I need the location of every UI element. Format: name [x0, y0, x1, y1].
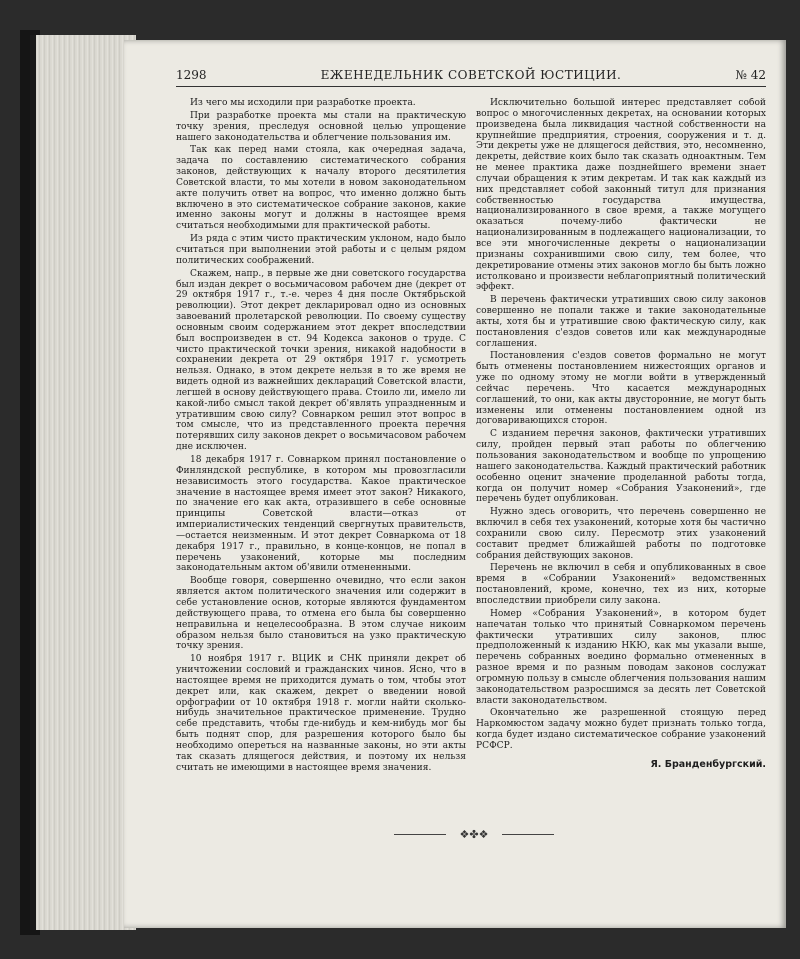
paragraph: Постановления с'ездов советов формально не могут быть отменены постановлением нижестоящих органов и уже по одному этому не могли войти в утвержденный сейчас перечень. Что касается международных соглашений, то они, как акты двусторонние, не могут быть изменены или отменены постановлением одной из договаривающихся сторон.: [476, 351, 766, 427]
paragraph: Из чего мы исходили при разработке проекта.: [190, 98, 416, 108]
book-page-edges: [30, 35, 136, 930]
issue-number: № 42: [735, 68, 766, 82]
paragraph: 10 ноября 1917 г. ВЦИК и СНК приняли декрет об уничтожении сословий и гражданских чинов. Ясно, что в настоящее время не приходится думать о том, чтобы этот декрет или, как скажем, декрет о введении новой орфографии от 10 октября 1918 г. могли найти сколько-нибудь значительное практическое применение. Трудно себе представить, чтобы где-нибудь и кем-нибудь мог бы быть поднят спор, для разрешения которого было бы необходимо опереться на названные законы, но эти акты так сказать длящегося действия, и поэтому их нельзя считать не имеющими в настоящее время значения.: [176, 654, 466, 773]
journal-title: ЕЖЕНЕДЕЛЬНИК СОВЕТСКОЙ ЮСТИЦИИ.: [320, 68, 622, 82]
paragraph: В перечень фактически утративших свою силу законов совершенно не попали также и такие законодательные акты, хотя бы и утратившие свою фактическую силу, как постановления с'ездов советов или как международные соглашения.: [476, 295, 766, 349]
page-header: [176, 68, 766, 87]
paragraph: Перечень не включил в себя и опубликованных в свое время в «Собрании Узаконений» ведомственных постановлений, кроме, конечно, тех из них, которые впоследствии приобрели силу закона.: [476, 563, 766, 606]
paragraph: Номер «Собрания Узаконений», в котором будет напечатан только что принятый Совнаркомом перечень фактически утративших силу законов, плюс предположенный к изданию НКЮ, как мы указали выше, перечень собранных воедино формально отмененных в разное время и по разным поводам законов сослужат огромную пользу в смысле облегчения пользования нашим законодательством разросшимся за десять лет Советской власти законодательством.: [476, 608, 766, 706]
author-signature: Я. Бранденбургский.: [650, 758, 766, 770]
paragraph: С изданием перечня законов, фактически утративших силу, пройден первый этап работы по облегчению пользования законодательством и вообще по упрощению нашего законодательства. Каждый практический работник особенно оценит значение проделанной работы тогда, когда он получит номер «Собрания Узаконений», где перечень будет опубликован.: [476, 429, 766, 505]
left-column: [176, 98, 466, 858]
paragraph: Скажем, напр., в первые же дни советского государства был издан декрет о восьмичасовом рабочем дне (декрет от 29 октября 1917 г., т.-е. через 4 дня после Октябрьской революции). Этот декрет декларировал одно из основных завоеваний пролетарской революции. По своему существу основным своим содержанием этот декрет впоследствии был воспроизведен в ст. 94 Кодекса законов о труде. С чисто практической точки зрения, никакой надобности в сохранении декрета от 29 октября 1917 г. усмотреть нельзя. Однако, в этом декрете нельзя в то же время не видеть одной из важнейших деклараций Советской власти, легшей в основу действующего права. Стоило ли, имело ли какой-либо смысл такой декрет об'являть упраздненным и утратившим свою силу? Совнарком решил этот вопрос в том смысле, что из представленного проекта перечня потерявших силу законов декрет о восьмичасовом рабочем дне исключен.: [176, 268, 466, 453]
paragraph: Из ряда с этим чисто практическим уклоном, надо было считаться при выполнении этой работы и с целым рядом политических соображений.: [176, 234, 466, 266]
paragraph: Вообще говоря, совершенно очевидно, что если закон является актом политического значения или содержит в себе установление основ, которые являются фундаментом действующего права, то отмена его была бы совершенно неправильна и нецелесообразна. В этом случае никоим образом нельзя было становиться на узко практическую точку зрения.: [176, 576, 466, 652]
paragraph: Исключительно большой интерес представляет собой вопрос о многочисленных декретах, на основании которых произведена была ликвидация частной собственности на крупнейшие предприятия, строения, сооружения и т. д. Эти декреты уже не длящегося действия, это, несомненно, декреты, действие коих было так сказать одноактным. Тем не менее практика даже позднейшего времени знает случаи обращения к этим декретам. И так как каждый из них представляет собой законный титул для признания собственностью государства имущества, национализированного в свое время, а также могущего оказаться почему-либо фактически не национализированным в подлежащего национализации, то все эти многочисленные декреты о национализации признаны сохранившими свою силу, тем более, что декретирование отмены этих законов могло бы быть ложно истолковано и произвести неблагоприятный политический эффект.: [476, 98, 766, 293]
paragraph: Нужно здесь оговорить, что перечень совершенно не включил в себя тех узаконений, которые хотя бы частично сохранили свою силу. Пересмотр этих узаконений составит предмет ближайшей работы по подготовке собрания действующих законов.: [476, 507, 766, 561]
paragraph: 18 декабря 1917 г. Совнарком принял постановление о Финляндской республике, в котором мы провозгласили независимость этого государства. Какое практическое значение в настоящее время имеет этот закон? Никакого, по значение его как акта, отразившего в себе основные принципы Советской власти—отказ от империалистических тенденций свергнутых правительств,—остается неизменным. И этот декрет Совнаркома от 18 декабря 1917 г., правильно, в конце-концов, не попал в перечень узаконений, которые мы последним законодательным актом об'явили отмененными.: [176, 455, 466, 574]
paragraph: Окончательно же разрешенной стоящую перед Наркомюстом задачу можно будет признать только тогда, когда будет издано систематическое собрание узаконений РСФСР.: [476, 708, 766, 751]
paragraph: Так как перед нами стояла, как очередная задача, задача по составлению систематического собрания законов, действующих к началу второго десятилетия Советской власти, то мы хотели в новом законодательном акте получить ответ на вопрос, что именно должно быть включено в это систематическое собрание законов, какие именно законы могут и должны в настоящее время считаться необходимыми для практической работы.: [176, 145, 466, 232]
ornament-divider: ❖✤❖: [394, 828, 554, 840]
journal-page: [124, 40, 786, 928]
right-column: [476, 98, 766, 858]
page-number: 1298: [176, 68, 207, 82]
paragraph: При разработке проекта мы стали на практическую точку зрения, преследуя основной целью упрощение нашего законодательства и облегчение пользования им.: [176, 110, 466, 143]
